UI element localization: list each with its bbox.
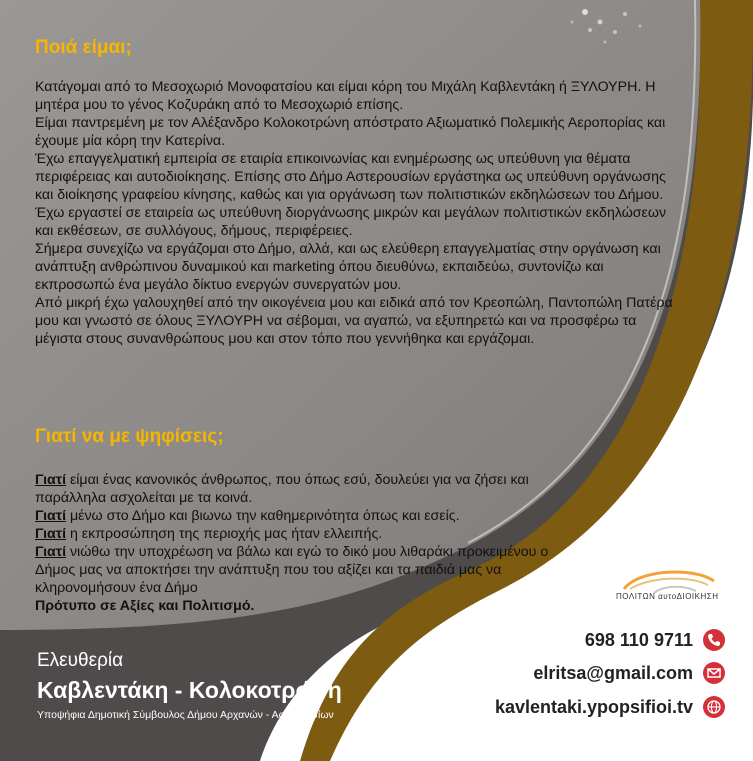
candidate-subtitle: Υποψήφια Δημοτική Σύμβουλος Δήμου Αρχανών - Αστερουσίων	[37, 709, 334, 721]
reason-keyword: Γιατί	[35, 472, 67, 488]
contact-website-row	[495, 695, 693, 719]
reason-item: Γιατί νιώθω την υποχρέωση να βάλω και εγώ το δικό μου λιθαράκι προκειμένου ο Δήμος μας να αποκτήσει την ανάπτυξη που του αξίζει και τα παιδιά μας να κληρονομήσουν ένα Δήμο	[35, 544, 549, 596]
bio-paragraph: Κατάγομαι από το Μεσοχωριό Μονοφατσίου και είμαι κόρη του Μιχάλη Καβλεντάκη ή ΞΥΛΟΥΡΗ. Η μητέρα μου το γένος Κοζυράκη από το Μεσοχωριό επίσης.	[35, 79, 656, 113]
envelope-icon	[703, 662, 725, 684]
reason-item: Γιατί μένω στο Δήμο και βιωνω την καθημερινότητα όπως και εσείς.	[35, 508, 460, 524]
politon-logo	[604, 567, 734, 607]
phone-number[interactable]: 698 110 9711	[584, 629, 693, 650]
reason-keyword: Γιατί	[35, 526, 67, 542]
website-url[interactable]: kavlentaki.ypopsifioi.tv	[494, 696, 693, 717]
candidate-first-name: Ελευθερία	[37, 650, 124, 671]
bio-text	[35, 78, 680, 348]
reasons-text	[35, 471, 555, 615]
globe-icon	[703, 696, 725, 718]
section-title-why-vote: Γιατί να με ψηφίσεις;	[35, 426, 224, 447]
bio-paragraph: Από μικρή έχω γαλουχηθεί από την οικογένεια μου και ειδικά από τον Κρεοπώλη, Παντοπώλη Πατέρα μου και γνωστό σε όλους ΞΥΛΟΥΡΗ να σέβομαι, να αγαπώ, να εξυπηρετώ και να προσφέρω τα μέγιστα στους συνανθρώπους μου και στον τόπο που γεννήθηκα και εργάζομαι.	[35, 295, 673, 347]
logo-text: ΠΟΛΙΤΩΝ αυτοΔΙΟΙΚΗΣΗ	[616, 592, 719, 601]
reason-keyword: Γιατί	[35, 544, 67, 560]
contact-phone-row	[585, 628, 693, 652]
reason-keyword: Γιατί	[35, 508, 67, 524]
phone-icon	[703, 629, 725, 651]
email-address[interactable]: elritsa@gmail.com	[533, 662, 693, 683]
bio-paragraph: Έχω επαγγελματική εμπειρία σε εταιρία επικοινωνίας και ενημέρωσης ως υπεύθυνη για θέματα περιφέρειας και αυτοδιοίκησης. Επίσης στο Δήμο Αστερουσίων εργάστηκα ως υπεύθυνη οργάνωσης και διοίκησης γραφείου κίνησης, καθώς και για οργάνωση των πολιτιστικών εκδηλώσεων του Δήμου.	[35, 151, 666, 203]
reason-item: Γιατί η εκπροσώπηση της περιοχής μας ήταν ελλειπής.	[35, 526, 383, 542]
bio-paragraph: Είμαι παντρεμένη με τον Αλέξανδρο Κολοκοτρώνη απόστρατο Αξιωματικό Πολεμικής Αεροπορίας και έχουμε μία κόρη την Κατερίνα.	[35, 115, 666, 149]
reason-item: Γιατί είμαι ένας κανονικός άνθρωπος, που όπως εσύ, δουλεύει για να ζήσει και παράλληλα ασχολείται με τα κοινά.	[35, 472, 529, 506]
reason-closing: Πρότυπο σε Αξίες και Πολιτισμό.	[35, 598, 255, 614]
section-title-who-am-i: Ποιά είμαι;	[35, 37, 132, 58]
candidate-surname: Καβλεντάκη - Κολοκοτρώνη	[37, 677, 342, 703]
bio-paragraph: Έχω εργαστεί σε εταιρεία ως υπεύθυνη διοργάνωσης μικρών και μεγάλων πολιτιστικών εκδηλώσεων και εκθέσεων, σε συλλόγους, δήμους, περιφέρειες.	[35, 205, 667, 239]
bio-paragraph: Σήμερα συνεχίζω να εργάζομαι στο Δήμο, αλλά, και ως ελεύθερη επαγγελματίας στην οργάνωση και ανάπτυξη ανθρώπινου δυναμικού και marketing όπου διευθύνω, εκπαιδεύω, συντονίζω και εκπροσωπώ ένα μεγάλο δίκτυο ενεργών συνεργατών μου.	[35, 241, 661, 293]
contact-email-row	[533, 661, 693, 685]
